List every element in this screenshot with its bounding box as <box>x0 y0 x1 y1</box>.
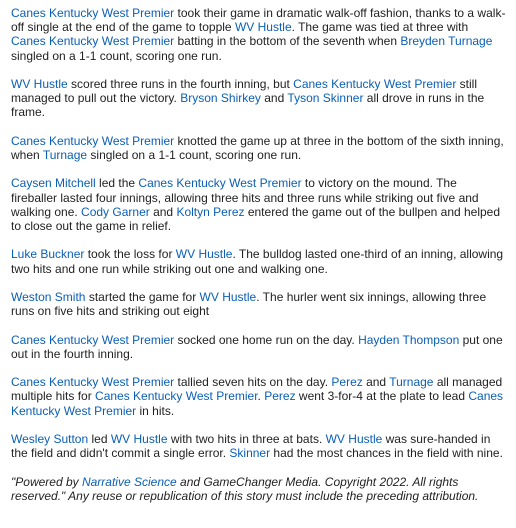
entity-link[interactable]: Perez <box>331 375 363 390</box>
entity-link[interactable]: Canes Kentucky West Premier <box>11 332 175 347</box>
text-run: and <box>260 91 288 106</box>
text-run: all drove in runs in the frame. <box>11 91 485 120</box>
text-run: to victory on the mound. The fireballer lasted four innings, allowing three hits and three runs while striking out five and walking one. <box>11 176 479 219</box>
entity-link[interactable]: WV Hustle <box>110 431 168 446</box>
text-run: . The hurler went six innings, allowing three runs on five hits and striking out eight <box>11 289 487 319</box>
text-run: and <box>362 375 390 390</box>
text-run: still managed to pull out the victory. <box>11 77 477 106</box>
entity-link[interactable]: WV Hustle <box>199 289 257 304</box>
text-run: put one out in the fourth inning. <box>11 332 503 361</box>
text-run: "Powered by <box>11 474 82 489</box>
entity-link[interactable]: Canes Kentucky West Premier <box>95 389 258 404</box>
text-run: socked one home run on the day. <box>174 332 359 347</box>
entity-link[interactable]: Bryson Shirkey <box>180 91 261 106</box>
entity-link[interactable]: Hayden Thompson <box>358 332 460 347</box>
text-run: in hits. <box>136 403 175 418</box>
recap-paragraph <box>11 6 506 63</box>
text-run: took their game in dramatic walk-off fashion, thanks to a walk-off single at the end of the game to topple <box>11 6 506 35</box>
entity-link[interactable]: Luke Buckner <box>11 247 85 262</box>
entity-link[interactable]: Canes Kentucky West Premier <box>138 176 302 191</box>
recap-paragraph <box>11 375 506 418</box>
text-run: was sure-handed in the field and didn't commit a single error. <box>11 431 491 461</box>
entity-link[interactable]: Canes Kentucky West Premier <box>293 77 457 91</box>
entity-link[interactable]: Turnage <box>389 375 434 390</box>
text-run: singled on a 1-1 count, scoring one run. <box>87 148 302 162</box>
text-run: . The bulldog lasted one-third of an inning, allowing two hits and one run while striking out one and walking one. <box>11 247 504 276</box>
text-run: entered the game out of the bullpen and helped to close out the game in relief. <box>11 204 501 233</box>
entity-link[interactable]: Perez <box>264 389 296 404</box>
recap-paragraph <box>11 134 506 162</box>
entity-link[interactable]: WV Hustle <box>325 431 383 446</box>
text-run: led <box>88 431 111 446</box>
entity-link[interactable]: Canes Kentucky West Premier <box>11 34 175 49</box>
text-run: . The game was tied at three with <box>291 20 469 35</box>
text-run: . <box>257 389 265 404</box>
text-run: all managed multiple hits for <box>11 375 503 404</box>
text-run: and <box>149 204 177 219</box>
text-run: knotted the game up at three in the bottom of the sixth inning, when <box>11 133 504 162</box>
text-run: started the game for <box>85 289 200 304</box>
text-run: scored three runs in the fourth inning, but <box>67 77 294 91</box>
attribution-footer <box>11 475 506 503</box>
recap-paragraph <box>11 432 506 460</box>
text-run: went 3-for-4 at the plate to lead <box>295 389 469 404</box>
text-run: batting in the bottom of the seventh when <box>174 34 401 49</box>
recap-paragraph <box>11 333 506 361</box>
entity-link[interactable]: Koltyn Perez <box>176 204 245 219</box>
text-run: took the loss for <box>84 247 176 262</box>
text-run: led the <box>95 176 139 191</box>
recap-paragraph <box>11 290 506 318</box>
recap-paragraph <box>11 77 506 120</box>
recap-paragraph <box>11 176 506 233</box>
text-run: tallied seven hits on the day. <box>174 375 332 390</box>
entity-link[interactable]: Canes Kentucky West Premier <box>11 133 175 148</box>
entity-link[interactable]: Tyson Skinner <box>287 91 364 106</box>
entity-link[interactable]: Narrative Science <box>81 474 177 489</box>
entity-link[interactable]: Caysen Mitchell <box>11 176 96 191</box>
entity-link[interactable]: WV Hustle <box>11 77 68 91</box>
entity-link[interactable]: Breyden Turnage <box>400 34 493 49</box>
text-run: with two hits in three at bats. <box>167 431 326 446</box>
entity-link[interactable]: Canes Kentucky West Premier <box>11 6 175 20</box>
entity-link[interactable]: Canes Kentucky West Premier <box>11 375 175 390</box>
text-run: singled on a 1-1 count, scoring one run. <box>11 48 222 63</box>
entity-link[interactable]: Weston Smith <box>11 289 86 304</box>
entity-link[interactable]: WV Hustle <box>175 247 233 262</box>
entity-link[interactable]: Cody Garner <box>81 204 150 219</box>
entity-link[interactable]: WV Hustle <box>234 20 292 35</box>
entity-link[interactable]: Canes Kentucky West Premier <box>11 389 504 418</box>
entity-link[interactable]: Skinner <box>229 446 271 461</box>
text-run: had the most chances in the field with nine. <box>270 446 503 461</box>
text-run: and GameChanger Media. Copyright 2022. All rights reserved." Any reuse or republication of this story must include the preceding attribution. <box>11 474 479 503</box>
entity-link[interactable]: Turnage <box>42 148 88 162</box>
entity-link[interactable]: Wesley Sutton <box>11 431 89 446</box>
recap-paragraph <box>11 247 506 275</box>
